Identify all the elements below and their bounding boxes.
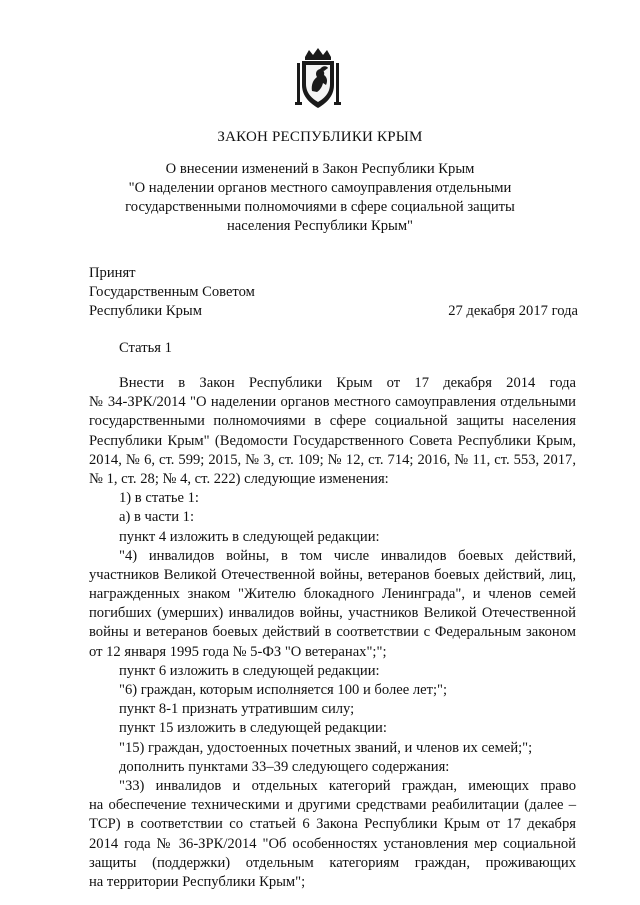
adoption-block <box>89 264 255 321</box>
crimea-coat-of-arms-icon <box>293 47 343 111</box>
body-line: ТСР) в соответствии со статьей 6 Закона Республики Крым от 17 декабря <box>89 816 576 833</box>
body-line: от 12 января 1995 года № 5-ФЗ "О ветеранах";"; <box>89 643 387 660</box>
body-line: 1) в статье 1: <box>119 490 199 507</box>
body-line: защиты (поддержки) отдельным категориям граждан, проживающих <box>89 854 576 871</box>
body-line: "15) граждан, удостоенных почетных званий, и членов их семей;"; <box>119 739 533 756</box>
subtitle-line: государственными полномочиями в сфере социальной защиты <box>125 199 515 215</box>
body-line: участников Великой Отечественной войны, ветеранов боевых действий, лиц, <box>89 566 576 583</box>
subtitle-line: О внесении изменений в Закон Республики Крым <box>165 161 475 177</box>
body-line: пункт 8-1 признать утратившим силу; <box>119 701 355 718</box>
subtitle-line: "О наделении органов местного самоуправления отдельными <box>128 180 512 196</box>
body-line: № 34-ЗРК/2014 "О наделении органов местного самоуправления отдельными <box>89 394 576 411</box>
body-line: государственными полномочиями в сфере социальной защиты населения <box>89 413 576 430</box>
body-line: на обеспечение техническими и другими средствами реабилитации (далее – <box>89 797 576 814</box>
law-title: ЗАКОН РЕСПУБЛИКИ КРЫМ <box>217 129 423 145</box>
body-line: 2014, № 6, ст. 599; 2015, № 3, ст. 109; № 12, ст. 714; 2016, № 11, ст. 553, 2017, <box>89 451 576 468</box>
body-line: на территории Республики Крым"; <box>89 873 306 890</box>
article-body <box>89 374 576 892</box>
adoption-line: Республики Крым <box>89 303 202 319</box>
body-line: войны и ветеранов боевых действий в соответствии с Федеральным законом <box>89 624 576 641</box>
subtitle-line: населения Республики Крым" <box>226 218 414 234</box>
body-line: пункт 4 изложить в следующей редакции: <box>119 528 380 545</box>
body-line: а) в части 1: <box>119 509 195 526</box>
body-line: пункт 15 изложить в следующей редакции: <box>119 720 387 737</box>
body-line: погибших (умерших) инвалидов войны, участников Великой Отечественной <box>89 605 576 622</box>
body-line: № 1, ст. 28; № 4, ст. 222) следующие изменения: <box>89 470 389 487</box>
law-subtitle <box>0 160 640 236</box>
adoption-line: Принят <box>89 265 136 281</box>
article-heading: Статья 1 <box>119 340 172 356</box>
body-line: "33) инвалидов и отдельных категорий граждан, имеющих право <box>119 777 576 794</box>
adoption-date: 27 декабря 2017 года <box>448 303 578 319</box>
body-line: Внести в Закон Республики Крым от 17 декабря 2014 года <box>119 375 576 391</box>
adoption-line: Государственным Советом <box>89 284 255 300</box>
body-line: дополнить пунктами 33–39 следующего содержания: <box>119 758 450 775</box>
body-line: 2014 года № 36-ЗРК/2014 "Об особенностях установления мер социальной <box>89 835 576 852</box>
body-line: "4) инвалидов войны, в том числе инвалидов боевых действий, <box>119 547 576 564</box>
body-line: "6) граждан, которым исполняется 100 и более лет;"; <box>119 682 448 698</box>
body-line: Республики Крым" (Ведомости Государственного Совета Республики Крым, <box>89 432 576 449</box>
body-line: награжденных знаком "Жителю блокадного Ленинграда", и членов семей <box>89 586 576 603</box>
body-line: пункт 6 изложить в следующей редакции: <box>119 662 380 679</box>
